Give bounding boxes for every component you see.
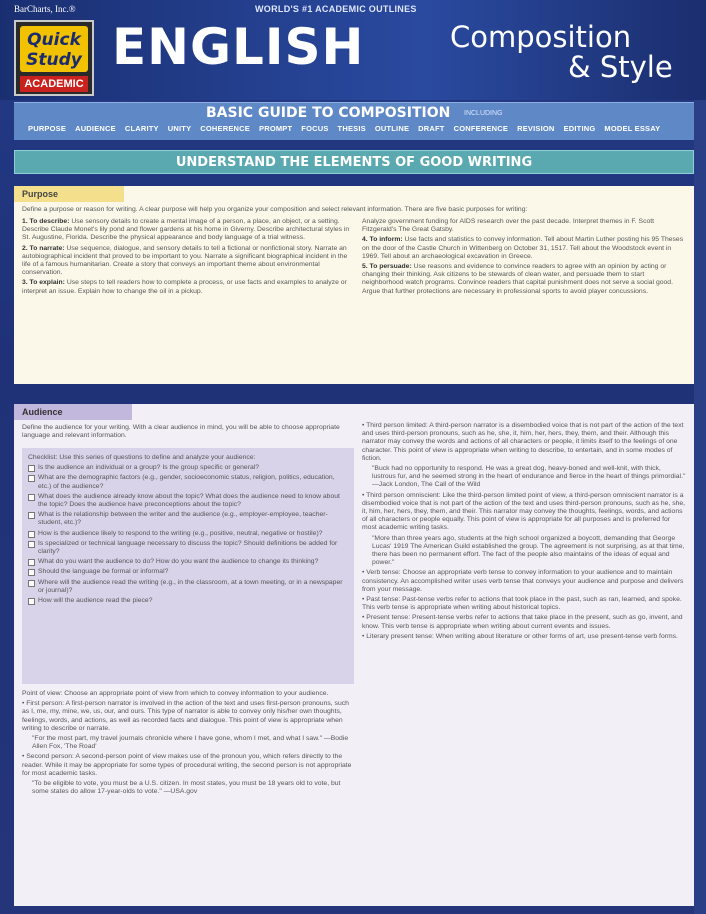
guide-topic: FOCUS	[301, 124, 329, 133]
audience-panel	[14, 404, 694, 906]
checklist-item-text: How will the audience read the piece?	[38, 597, 153, 605]
logo-bottom: ACADEMIC	[20, 76, 88, 92]
guide-topic: REVISION	[517, 124, 555, 133]
audience-paragraph: "Buck had no opportunity to respond. He was a great dog, heavy-boned and well-knit, with thick, lustrous fur, and he seemed strong in the heart of endurance and fierce in the heart of things primordial." —Jack London, The Call of the Wild	[372, 465, 686, 489]
side-strip	[694, 100, 706, 914]
checklist-item-text: Is specialized or technical language necessary to discuss the topic? Should definitions be added for clarity?	[38, 539, 338, 556]
audience-paragraph: • Literary present tense: When writing about literature or other forms of art, use present-tense verb forms.	[362, 632, 678, 640]
guide-topic: DRAFT	[418, 124, 445, 133]
checkbox-icon	[28, 541, 35, 548]
purpose-item-text: Use sequence, dialogue, and sensory details to tell a fictional or nonfictional story. Narrate an autobiographical incident that proved to be important to you. Narrate a significant biographical incident in the life of a famous humanitarian. Create a story that conveys an important theme about environmental conservation.	[22, 244, 348, 277]
checklist-item	[28, 464, 348, 472]
purpose-item	[22, 245, 354, 278]
logo-top: Quick Study	[20, 26, 88, 72]
purpose-item-text: Analyze government funding for AIDS research over the past decade. Interpret themes in F. Scott Fitzgerald's The Great Gatsby.	[362, 218, 655, 234]
audience-paragraph: • First person: A first-person narrator is involved in the action of the text and uses first-person pronouns, such as I, me, my, mine, we, us, our, and ours. This type of narrator is able to convey only his/her own thoughts, feelings, words, and actions, as well as recorded facts and dialogue. This point of view is appropriate when writing to describe or narrate.	[22, 700, 349, 732]
audience-paragraph: "For the most part, my travel journals chronicle where I have gone, whom I met, and what I saw." —Bodie Allen Fox, 'The Road'	[32, 735, 349, 751]
checkbox-icon	[28, 598, 35, 605]
audience-column-left	[22, 690, 354, 798]
checkbox-icon	[28, 531, 35, 538]
guide-topic: UNITY	[167, 124, 192, 133]
purpose-item-text: Use reasons and evidence to convince readers to agree with an opinion by acting or changing their thinking. Ask citizens to be stewards of clean water, and persuade them to start neighborhood watch programs. Convince readers that capital punishment does not serve a social good. Argue that further protections are necessary in professional sports to avoid player concussions.	[362, 263, 673, 295]
purpose-item-head: 3. To explain:	[22, 279, 67, 287]
guide-topic: CLARITY	[124, 124, 159, 133]
checklist-item	[28, 579, 348, 595]
audience-paragraph: Point of view: Choose an appropriate point of view from which to convey information to your audience.	[22, 690, 329, 697]
checklist-item	[28, 474, 348, 490]
guide-topic: THESIS	[337, 124, 366, 133]
checklist-item	[28, 597, 348, 605]
purpose-column-left	[22, 218, 354, 298]
purpose-item	[362, 218, 686, 234]
audience-paragraph: • Verb tense: Choose an appropriate verb tense to convey information to your audience and to maintain consistency. An accomplished writer uses verb tense that conveys your audience and purpose and delivers from your message.	[362, 569, 684, 593]
checklist-item	[28, 540, 348, 556]
checkbox-icon	[28, 494, 35, 501]
checklist-item	[28, 511, 348, 527]
section-title: UNDERSTAND THE ELEMENTS OF GOOD WRITING	[14, 150, 694, 174]
checklist-item	[28, 558, 348, 566]
audience-intro: Define the audience for your writing. With a clear audience in mind, you will be able to choose appropriate language and relevant information.	[22, 424, 340, 439]
checklist-item-text: What does the audience already know about the topic? What does the audience need to know about the topic? Does the audience have preconceptions about the topic?	[38, 492, 340, 509]
purpose-item	[22, 218, 354, 243]
checkbox-icon	[28, 559, 35, 566]
guide-including: INCLUDING	[464, 110, 503, 117]
purpose-item-head: 5. To persuade:	[362, 263, 414, 271]
purpose-item-text: Use facts and statistics to convey information. Tell about Martin Luther posting his 95 Theses on the door of the Castle Church in Wittenberg on October 31, 1517. Tell about the Woodstock event in 1969. Tell about an archaeological excavation in Greece.	[362, 236, 684, 260]
checklist-item	[28, 568, 348, 576]
audience-paragraph: • Third person omniscient: Like the third-person limited point of view, a third-person omniscient narrator is a disembodied voice that is not part of the action of the text and uses third-person pronouns, such as he, she, it, him, her, hers, they, them, and their. This narrator may convey the thoughts, feelings, words, and actions of all characters or people equally. This point of view is appropriate for all purposes and is preferred for most academic writing tasks.	[362, 491, 686, 532]
checkbox-icon	[28, 569, 35, 576]
checkbox-icon	[28, 465, 35, 472]
checklist-item	[28, 493, 348, 509]
purpose-item-head: 1. To describe:	[22, 218, 72, 225]
purpose-item-head: 2. To narrate:	[22, 244, 67, 252]
guide-bar	[14, 102, 694, 140]
purpose-item-head: 4. To inform:	[362, 236, 405, 244]
checkbox-icon	[28, 580, 35, 587]
audience-paragraph: • Second person: A second-person point of view makes use of the pronoun you, which refers directly to the reader. While it may be appropriate for some types of procedural writing, the second person is not appropriate for most academic tasks.	[22, 753, 352, 777]
purpose-column-right	[362, 218, 686, 298]
guide-topic: COHERENCE	[200, 124, 250, 133]
guide-title: BASIC GUIDE TO COMPOSITION	[206, 105, 451, 121]
checklist-item-text: What do you want the audience to do? How do you want the audience to change its thinking?	[38, 558, 319, 566]
guide-topic: CONFERENCE	[453, 124, 509, 133]
checkbox-icon	[28, 475, 35, 482]
audience-tab: Audience	[14, 404, 132, 420]
checklist-item-text: How is the audience likely to respond to the writing (e.g., positive, neutral, negative or hostile)?	[38, 529, 323, 537]
checklist-item	[28, 530, 348, 538]
guide-topic: MODEL ESSAY	[604, 124, 661, 133]
guide-topics	[28, 124, 660, 133]
purpose-item	[362, 236, 686, 261]
checklist-item-text: What are the demographic factors (e.g., gender, socioeconomic status, religion, politics, education, etc.) of the audience?	[38, 474, 335, 490]
checklist-item-text: Where will the audience read the writing (e.g., in the classroom, at a town meeting, or in a newspaper or journal)?	[38, 578, 343, 594]
quickstudy-logo	[14, 20, 94, 96]
checklist-item-text: Is the audience an individual or a group? Is the group specific or general?	[38, 464, 260, 472]
guide-topic: PURPOSE	[28, 124, 67, 133]
audience-paragraph: "More than three years ago, students at the high school organized a boycott, demanding that George Lucas' 1919 The American Guild established the group. The agreement is not surprising, as at that time, there has been no permanent effort. The fact of the people also maintains of the ideas of equal and power."	[372, 534, 685, 567]
header	[0, 0, 706, 100]
series-tagline: WORLD'S #1 ACADEMIC OUTLINES	[255, 4, 417, 14]
purpose-item-text: Use sensory details to create a mental image of a person, a place, an object, or a setting. Describe Claude Monet's lily pond and flower gardens at his home in Giverny. Describe architectural styles in St. Augustine, Florida. Describe the physical appearance and body language of a trial witness.	[22, 218, 350, 242]
audience-column-right	[362, 422, 686, 643]
subtitle-line2: & Style	[568, 50, 673, 84]
page-title: ENGLISH	[112, 18, 365, 76]
checklist-title: Checklist: Use this series of questions to define and analyze your audience:	[28, 454, 256, 461]
checklist-item-text: What is the relationship between the writer and the audience (e.g., employer-employee, teacher-student, etc.)?	[38, 511, 328, 527]
audience-paragraph: • Third person limited: A third-person narrator is a disembodied voice that is not part of the action of the text and uses third-person pronouns, such as he, she, it, him, her, hers, they, them, and their. Although this narrator may convey the words and actions of all characters or people, it limits itself to the feelings of one character. This point of view is appropriate when writing to describe, to entertain, and in some modes of fiction.	[362, 422, 684, 462]
purpose-panel	[14, 186, 694, 384]
purpose-intro: Define a purpose or reason for writing. A clear purpose will help you organize your composition and select relevant information. There are five basic purposes for writing:	[22, 206, 528, 213]
audience-checklist	[22, 448, 354, 684]
purpose-tab: Purpose	[14, 186, 124, 202]
audience-paragraph: "To be eligible to vote, you must be a U.S. citizen. In most states, you must be 18 years old to vote, but some states do allow 17-year-olds to vote." —USA.gov	[32, 780, 341, 796]
guide-topic: EDITING	[563, 124, 596, 133]
publisher: BarCharts, Inc.®	[14, 4, 76, 14]
checkbox-icon	[28, 512, 35, 519]
guide-topic: OUTLINE	[374, 124, 410, 133]
subtitle-line1: Composition	[450, 20, 632, 54]
purpose-item-text: Use steps to tell readers how to complete a process, or use facts and examples to analyze or interpret an issue. Explain how to change the oil in a pickup.	[22, 279, 347, 295]
checklist-item-text: Should the language be formal or informal?	[38, 568, 169, 576]
audience-paragraph: • Past tense: Past-tense verbs refer to actions that took place in the past, such as ran, learned, and spoke. This verb tense is appropriate when writing about historical topics.	[362, 596, 682, 612]
audience-paragraph: • Present tense: Present-tense verbs refer to actions that take place in the present, such as go, invent, and know. This verb tense is appropriate when writing about current events and issues.	[362, 614, 683, 630]
purpose-item	[22, 279, 354, 295]
guide-topic: PROMPT	[259, 124, 293, 133]
purpose-item	[362, 263, 686, 296]
guide-topic: AUDIENCE	[75, 124, 116, 133]
